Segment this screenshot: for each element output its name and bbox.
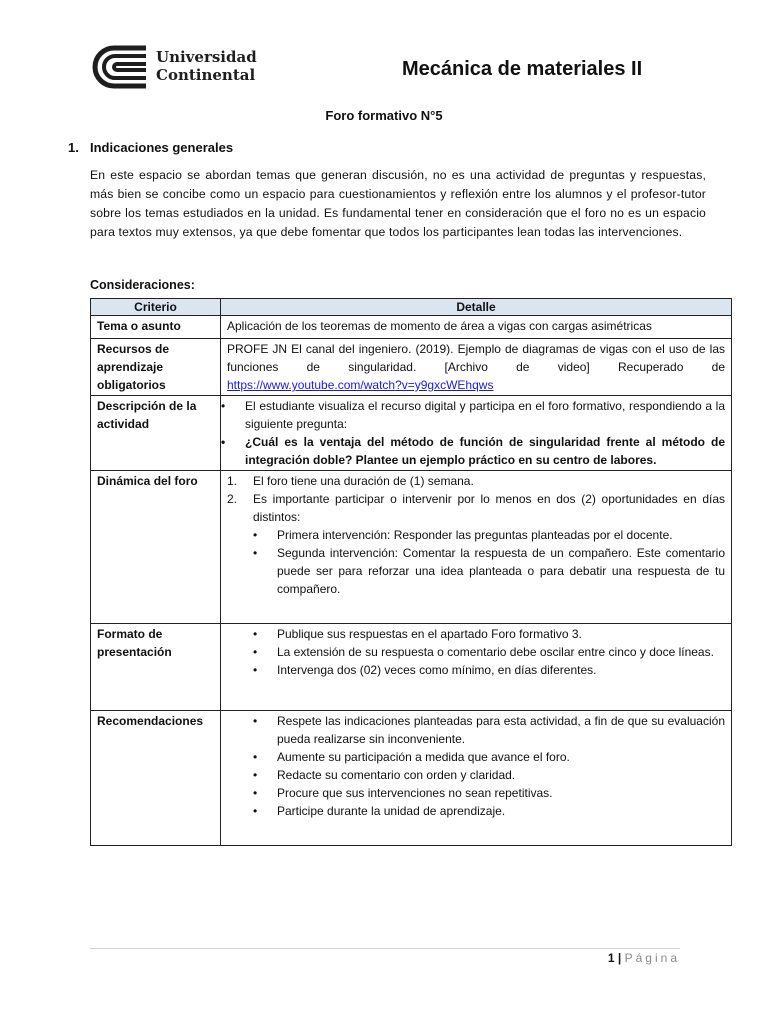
list-item: • Intervenga dos (02) veces como mínimo, en días diferentes. <box>227 661 725 679</box>
detail-descripcion <box>221 396 732 471</box>
row-dinamica <box>91 471 732 624</box>
item-number: 2. <box>227 492 238 506</box>
page-number: 1 <box>607 951 615 965</box>
row-descripcion <box>91 396 732 471</box>
considerations-label: Consideraciones: <box>90 278 195 292</box>
list-item: • Redacte su comentario con orden y claridad. <box>227 766 725 784</box>
page-separator: | <box>617 951 622 965</box>
list-item: • La extensión de su respuesta o comentario debe oscilar entre cinco y doce líneas. <box>227 643 725 661</box>
list-item: • Aumente su participación a medida que avance el foro. <box>227 748 725 766</box>
detail-formato <box>221 624 732 711</box>
considerations-table <box>90 298 732 846</box>
foro-title: Foro formativo N°5 <box>325 108 443 123</box>
row-recursos <box>91 339 732 396</box>
item-text: El foro tiene una duración de (1) semana. <box>253 474 474 488</box>
formato-list <box>227 625 725 679</box>
label-dinamica: Dinámica del foro <box>91 471 221 624</box>
video-link[interactable]: https://www.youtube.com/watch?v=y9gxcWEhqws <box>227 378 494 392</box>
descripcion-list <box>227 397 725 469</box>
detail-recomendaciones <box>221 711 732 846</box>
university-emblem-icon <box>90 44 148 90</box>
label-recursos: Recursos de aprendizaje obligatorios <box>91 339 221 396</box>
page-footer <box>608 951 680 965</box>
item-text: Es importante participar o intervenir por lo menos en dos (2) oportunidades en días distintos: <box>253 492 725 524</box>
recursos-text: PROFE JN El canal del ingeniero. (2019). Ejemplo de diagramas de vigas con el uso de las funciones de singularidad. [Archivo de video] Recuperado de <box>227 342 725 374</box>
detail-recursos <box>221 339 732 396</box>
recomendaciones-list <box>227 712 725 820</box>
list-item: • Publique sus respuestas en el apartado Foro formativo 3. <box>227 625 725 643</box>
section-title: Indicaciones generales <box>90 140 234 155</box>
list-item: • Respete las indicaciones planteadas para esta actividad, a fin de que su evaluación pueda realizarse sin inconveniente. <box>227 712 725 748</box>
label-descripcion: Descripción de la actividad <box>91 396 221 471</box>
detail-dinamica <box>221 471 732 624</box>
row-recomendaciones <box>91 711 732 846</box>
footer-divider <box>90 948 680 949</box>
list-item: • Segunda intervención: Comentar la respuesta de un compañero. Este comentario puede ser para reforzar una idea planteada o para debatir una respuesta de tu compañero. <box>227 544 725 598</box>
list-item <box>227 490 725 526</box>
row-formato <box>91 624 732 711</box>
row-tema <box>91 316 732 339</box>
section-number: 1. <box>68 140 79 155</box>
university-logo <box>90 44 257 90</box>
list-item: • El estudiante visualiza el recurso digital y participa en el foro formativo, respondiendo a la siguiente pregunta: <box>227 397 725 433</box>
header-detalle: Detalle <box>221 299 732 316</box>
header-criterio: Criterio <box>91 299 221 316</box>
dinamica-list <box>227 472 725 526</box>
logo-text-line1: Universidad <box>156 48 257 66</box>
list-item: • Procure que sus intervenciones no sean repetitivas. <box>227 784 725 802</box>
label-tema: Tema o asunto <box>91 316 221 339</box>
table-header-row <box>91 299 732 316</box>
item-number: 1. <box>227 474 238 488</box>
list-item: • Primera intervención: Responder las preguntas planteadas por el docente. <box>227 526 725 544</box>
list-item: • Participe durante la unidad de aprendizaje. <box>227 802 725 820</box>
dinamica-sublist <box>227 526 725 598</box>
page-label: Página <box>624 951 680 965</box>
intro-paragraph: En este espacio se abordan temas que generan discusión, no es una actividad de preguntas y respuestas, más bien se concibe como un espacio para cuestionamientos y reflexión entre los alumnos y el profesor-tutor sobre los temas estudiados en la unidad. Es fundamental tener en consideración que el foro no es un espacio para textos muy extensos, ya que debe fomentar que todos los participantes lean todas las intervenciones. <box>90 168 706 239</box>
list-item-question: • ¿Cuál es la ventaja del método de función de singularidad frente al método de integración doble? Plantee un ejemplo práctico en su centro de labores. <box>227 433 725 469</box>
label-formato: Formato de presentación <box>91 624 221 711</box>
list-item <box>227 472 725 490</box>
label-recomendaciones: Recomendaciones <box>91 711 221 846</box>
course-title: Mecánica de materiales II <box>402 58 643 80</box>
logo-text-line2: Continental <box>156 66 256 84</box>
detail-tema: Aplicación de los teoremas de momento de área a vigas con cargas asimétricas <box>221 316 732 339</box>
